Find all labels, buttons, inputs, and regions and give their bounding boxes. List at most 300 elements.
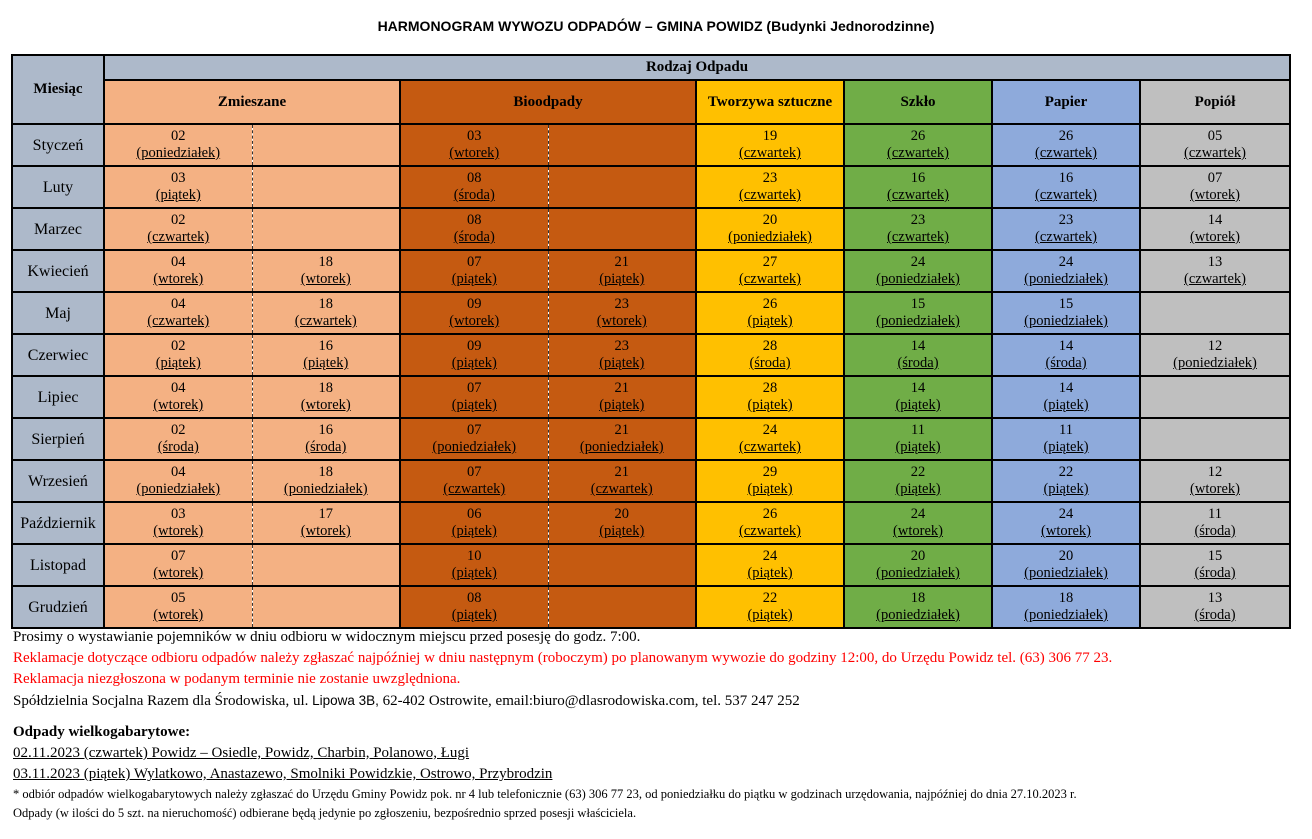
pickup-weekday: (czwartek) xyxy=(1184,145,1246,161)
pickup-cell-sz xyxy=(844,292,992,334)
pickup-weekday: (piątek) xyxy=(451,397,497,413)
pickup-weekday: (piątek) xyxy=(895,481,941,497)
pickup-weekday: (czwartek) xyxy=(147,313,210,329)
pickup-weekday: (czwartek) xyxy=(739,271,801,287)
pickup-weekday: (piątek) xyxy=(895,439,941,455)
bulky-waste-section xyxy=(13,722,1303,823)
table-row xyxy=(12,586,1290,628)
pickup-cell-sz xyxy=(844,250,992,292)
note-contractor xyxy=(13,690,1303,712)
pickup-weekday: (piątek) xyxy=(1043,397,1089,413)
pickup-cell-tw xyxy=(696,502,844,544)
pickup-weekday: (poniedziałek) xyxy=(432,439,517,455)
month-header: Miesiąc xyxy=(12,55,104,124)
pickup-weekday: (piątek) xyxy=(451,565,497,581)
pickup-weekday: (piątek) xyxy=(895,397,941,413)
pickup-cell-zm2 xyxy=(252,376,400,418)
header-papier: Papier xyxy=(992,80,1140,124)
pickup-day: 26 xyxy=(762,296,778,312)
pickup-day: 21 xyxy=(614,464,629,480)
bulky-date-2: 03.11.2023 (piątek) Wylatkowo, Anastazewo, Smolniki Powidzkie, Ostrowo, Przybrodzin xyxy=(13,766,553,782)
pickup-weekday: (poniedziałek) xyxy=(1024,271,1108,287)
pickup-weekday: (środa) xyxy=(897,355,939,371)
pickup-weekday: (środa) xyxy=(305,439,347,455)
pickup-cell-sz xyxy=(844,544,992,586)
note-complaints-deadline: Reklamacja niezgłoszona w podanym terminie nie zostanie uwzględniona. xyxy=(13,671,461,687)
pickup-cell-bio2 xyxy=(548,166,696,208)
pickup-cell-sz xyxy=(844,418,992,460)
pickup-cell-bio1 xyxy=(400,166,548,208)
pickup-cell-bio2 xyxy=(548,586,696,628)
table-row xyxy=(12,208,1290,250)
pickup-cell-sz xyxy=(844,460,992,502)
pickup-weekday: (wtorek) xyxy=(300,271,351,287)
pickup-weekday: (poniedziałek) xyxy=(728,229,812,245)
month-cell: Styczeń xyxy=(12,124,104,166)
pickup-weekday: (piątek) xyxy=(599,523,645,539)
pickup-day: 24 xyxy=(762,422,778,438)
pickup-cell-bio1 xyxy=(400,418,548,460)
pickup-weekday: (piątek) xyxy=(1043,481,1089,497)
pickup-day: 13 xyxy=(1207,254,1223,270)
pickup-cell-bio1 xyxy=(400,124,548,166)
month-cell: Czerwiec xyxy=(12,334,104,376)
month-cell: Sierpień xyxy=(12,418,104,460)
pickup-weekday: (środa) xyxy=(157,439,199,455)
pickup-day: 05 xyxy=(1207,128,1223,144)
pickup-weekday: (wtorek) xyxy=(1190,229,1240,245)
pickup-weekday: (czwartek) xyxy=(739,523,801,539)
pickup-weekday: (czwartek) xyxy=(443,481,506,497)
pickup-day: 22 xyxy=(910,464,926,480)
pickup-day: 21 xyxy=(614,380,629,396)
pickup-day: 02 xyxy=(171,212,186,228)
pickup-cell-zm2 xyxy=(252,334,400,376)
table-row xyxy=(12,460,1290,502)
pickup-day: 07 xyxy=(467,254,482,270)
pickup-day: 14 xyxy=(1207,212,1223,228)
pickup-cell-zm1 xyxy=(104,334,252,376)
pickup-weekday: (wtorek) xyxy=(153,565,204,581)
pickup-cell-zm2 xyxy=(252,418,400,460)
pickup-day: 20 xyxy=(762,212,778,228)
pickup-day: 15 xyxy=(910,296,926,312)
pickup-weekday: (piątek) xyxy=(451,607,497,623)
pickup-day: 07 xyxy=(171,548,186,564)
pickup-day: 18 xyxy=(1058,590,1074,606)
header-tworzywa: Tworzywa sztuczne xyxy=(696,80,844,124)
pickup-day: 04 xyxy=(171,464,186,480)
pickup-cell-zm2 xyxy=(252,208,400,250)
pickup-weekday: (piątek) xyxy=(599,397,645,413)
pickup-cell-pa xyxy=(992,250,1140,292)
pickup-cell-po xyxy=(1140,292,1290,334)
pickup-cell-sz xyxy=(844,208,992,250)
pickup-cell-tw xyxy=(696,250,844,292)
pickup-cell-zm1 xyxy=(104,502,252,544)
pickup-day: 24 xyxy=(1058,506,1074,522)
pickup-day: 11 xyxy=(1059,422,1073,438)
pickup-cell-zm2 xyxy=(252,460,400,502)
pickup-weekday: (środa) xyxy=(1194,607,1236,623)
pickup-weekday: (wtorek) xyxy=(1190,481,1240,497)
pickup-cell-sz xyxy=(844,502,992,544)
pickup-weekday: (środa) xyxy=(749,355,791,371)
pickup-cell-po xyxy=(1140,250,1290,292)
pickup-cell-zm1 xyxy=(104,208,252,250)
pickup-day: 07 xyxy=(467,422,482,438)
pickup-day: 10 xyxy=(467,548,482,564)
note-complaints: Reklamacje dotyczące odbioru odpadów należy zgłaszać najpóźniej w dniu następnym (roboczym) po planowanym wywozie do godziny 12:00, do Urzędu Powidz tel. (63) 306 77 23. xyxy=(13,650,1113,666)
pickup-cell-zm2 xyxy=(252,124,400,166)
pickup-cell-pa xyxy=(992,166,1140,208)
pickup-cell-pa xyxy=(992,376,1140,418)
pickup-day: 24 xyxy=(910,506,926,522)
pickup-cell-pa xyxy=(992,544,1140,586)
table-row xyxy=(12,418,1290,460)
header-bioodpady: Bioodpady xyxy=(400,80,696,124)
pickup-weekday: (czwartek) xyxy=(887,187,949,203)
pickup-cell-po xyxy=(1140,376,1290,418)
pickup-weekday: (poniedziałek) xyxy=(876,271,960,287)
month-cell: Grudzień xyxy=(12,586,104,628)
page-title: HARMONOGRAM WYWOZU ODPADÓW – GMINA POWIDZ (Budynki Jednorodzinne) xyxy=(377,18,935,34)
pickup-day: 09 xyxy=(467,296,482,312)
pickup-day: 23 xyxy=(762,170,778,186)
pickup-weekday: (czwartek) xyxy=(590,481,653,497)
pickup-weekday: (wtorek) xyxy=(596,313,647,329)
pickup-cell-bio1 xyxy=(400,208,548,250)
pickup-cell-po xyxy=(1140,460,1290,502)
pickup-weekday: (piątek) xyxy=(155,355,201,371)
pickup-weekday: (piątek) xyxy=(747,565,793,581)
pickup-weekday: (czwartek) xyxy=(739,145,801,161)
pickup-day: 07 xyxy=(467,464,482,480)
pickup-day: 16 xyxy=(910,170,926,186)
pickup-day: 06 xyxy=(467,506,482,522)
pickup-weekday: (piątek) xyxy=(303,355,349,371)
pickup-weekday: (poniedziałek) xyxy=(876,607,960,623)
pickup-weekday: (wtorek) xyxy=(153,607,204,623)
pickup-day: 05 xyxy=(171,590,186,606)
pickup-cell-zm2 xyxy=(252,166,400,208)
pickup-cell-sz xyxy=(844,166,992,208)
pickup-day: 23 xyxy=(614,296,629,312)
pickup-weekday: (środa) xyxy=(1194,565,1236,581)
pickup-cell-po xyxy=(1140,418,1290,460)
pickup-cell-zm2 xyxy=(252,250,400,292)
pickup-cell-bio2 xyxy=(548,502,696,544)
pickup-day: 18 xyxy=(318,254,333,270)
waste-type-header: Rodzaj Odpadu xyxy=(104,55,1290,80)
month-cell: Październik xyxy=(12,502,104,544)
pickup-day: 14 xyxy=(1058,380,1074,396)
pickup-day: 09 xyxy=(467,338,482,354)
pickup-weekday: (środa) xyxy=(1045,355,1087,371)
pickup-day: 16 xyxy=(318,338,333,354)
table-row xyxy=(12,250,1290,292)
contractor-contact: 62-402 Ostrowite, email:biuro@dlasrodowiska.com, tel. 537 247 252 xyxy=(382,693,800,709)
pickup-day: 02 xyxy=(171,338,186,354)
month-cell: Maj xyxy=(12,292,104,334)
pickup-cell-pa xyxy=(992,208,1140,250)
pickup-day: 29 xyxy=(762,464,778,480)
pickup-weekday: (poniedziałek) xyxy=(136,481,221,497)
pickup-cell-zm2 xyxy=(252,586,400,628)
pickup-cell-zm1 xyxy=(104,124,252,166)
pickup-day: 23 xyxy=(910,212,926,228)
pickup-day: 02 xyxy=(171,128,186,144)
pickup-weekday: (czwartek) xyxy=(887,145,949,161)
pickup-cell-bio1 xyxy=(400,460,548,502)
pickup-cell-po xyxy=(1140,124,1290,166)
pickup-cell-tw xyxy=(696,208,844,250)
table-row xyxy=(12,334,1290,376)
pickup-day: 18 xyxy=(318,296,333,312)
pickup-day: 20 xyxy=(910,548,926,564)
pickup-day: 14 xyxy=(910,380,926,396)
pickup-cell-zm1 xyxy=(104,166,252,208)
pickup-cell-sz xyxy=(844,586,992,628)
pickup-weekday: (wtorek) xyxy=(1041,523,1091,539)
pickup-day: 23 xyxy=(614,338,629,354)
pickup-day: 17 xyxy=(318,506,333,522)
pickup-cell-po xyxy=(1140,586,1290,628)
pickup-cell-zm2 xyxy=(252,544,400,586)
pickup-weekday: (piątek) xyxy=(599,355,645,371)
pickup-cell-bio1 xyxy=(400,292,548,334)
pickup-weekday: (środa) xyxy=(1194,523,1236,539)
pickup-day: 23 xyxy=(1058,212,1074,228)
pickup-weekday: (poniedziałek) xyxy=(1024,565,1108,581)
pickup-cell-bio1 xyxy=(400,334,548,376)
pickup-weekday: (czwartek) xyxy=(294,313,357,329)
pickup-weekday: (poniedziałek) xyxy=(876,313,960,329)
pickup-cell-pa xyxy=(992,418,1140,460)
pickup-weekday: (piątek) xyxy=(451,355,497,371)
pickup-day: 24 xyxy=(762,548,778,564)
header-popiol: Popiół xyxy=(1140,80,1290,124)
pickup-weekday: (czwartek) xyxy=(739,187,801,203)
pickup-weekday: (czwartek) xyxy=(1035,187,1097,203)
pickup-cell-zm1 xyxy=(104,586,252,628)
pickup-weekday: (czwartek) xyxy=(739,439,801,455)
pickup-day: 26 xyxy=(910,128,926,144)
pickup-cell-tw xyxy=(696,334,844,376)
pickup-cell-bio1 xyxy=(400,376,548,418)
pickup-day: 16 xyxy=(1058,170,1074,186)
pickup-day: 28 xyxy=(762,380,778,396)
pickup-weekday: (poniedziałek) xyxy=(579,439,664,455)
pickup-weekday: (poniedziałek) xyxy=(876,565,960,581)
pickup-cell-po xyxy=(1140,502,1290,544)
pickup-weekday: (piątek) xyxy=(747,481,793,497)
pickup-weekday: (czwartek) xyxy=(887,229,949,245)
pickup-cell-bio1 xyxy=(400,502,548,544)
pickup-weekday: (wtorek) xyxy=(300,523,351,539)
pickup-cell-zm1 xyxy=(104,418,252,460)
pickup-weekday: (piątek) xyxy=(1043,439,1089,455)
notes-section xyxy=(13,627,1303,712)
contractor-street: Lipowa 3B, xyxy=(312,693,379,708)
month-cell: Kwiecień xyxy=(12,250,104,292)
pickup-day: 04 xyxy=(171,296,186,312)
contractor-name: Spółdzielnia Socjalna Razem dla Środowiska, ul. xyxy=(13,693,309,709)
pickup-weekday: (piątek) xyxy=(747,397,793,413)
pickup-cell-zm2 xyxy=(252,502,400,544)
pickup-day: 15 xyxy=(1207,548,1223,564)
pickup-weekday: (wtorek) xyxy=(449,145,500,161)
pickup-cell-po xyxy=(1140,544,1290,586)
pickup-day: 26 xyxy=(762,506,778,522)
header-zmieszane: Zmieszane xyxy=(104,80,400,124)
pickup-day: 04 xyxy=(171,254,186,270)
pickup-cell-tw xyxy=(696,376,844,418)
pickup-cell-bio2 xyxy=(548,250,696,292)
pickup-cell-zm1 xyxy=(104,376,252,418)
pickup-cell-pa xyxy=(992,586,1140,628)
pickup-day: 15 xyxy=(1058,296,1074,312)
pickup-cell-po xyxy=(1140,166,1290,208)
pickup-cell-tw xyxy=(696,418,844,460)
pickup-weekday: (wtorek) xyxy=(449,313,500,329)
pickup-weekday: (poniedziałek) xyxy=(283,481,368,497)
pickup-cell-bio2 xyxy=(548,376,696,418)
pickup-cell-bio2 xyxy=(548,544,696,586)
pickup-weekday: (piątek) xyxy=(155,187,201,203)
pickup-day: 04 xyxy=(171,380,186,396)
pickup-day: 13 xyxy=(1207,590,1223,606)
pickup-cell-tw xyxy=(696,292,844,334)
pickup-cell-bio2 xyxy=(548,124,696,166)
pickup-day: 07 xyxy=(467,380,482,396)
pickup-cell-zm1 xyxy=(104,544,252,586)
pickup-cell-zm1 xyxy=(104,250,252,292)
pickup-weekday: (wtorek) xyxy=(153,397,204,413)
pickup-cell-sz xyxy=(844,376,992,418)
pickup-weekday: (czwartek) xyxy=(1035,229,1097,245)
note-containers: Prosimy o wystawianie pojemników w dniu odbioru w widocznym miejscu przed posesję do godz. 7:00. xyxy=(13,629,641,645)
pickup-day: 08 xyxy=(467,212,482,228)
pickup-cell-tw xyxy=(696,124,844,166)
pickup-weekday: (czwartek) xyxy=(1035,145,1097,161)
pickup-weekday: (wtorek) xyxy=(300,397,351,413)
table-row xyxy=(12,544,1290,586)
pickup-cell-pa xyxy=(992,502,1140,544)
pickup-cell-sz xyxy=(844,334,992,376)
pickup-cell-tw xyxy=(696,586,844,628)
pickup-cell-tw xyxy=(696,544,844,586)
pickup-cell-tw xyxy=(696,460,844,502)
pickup-day: 24 xyxy=(910,254,926,270)
pickup-day: 03 xyxy=(171,170,186,186)
pickup-weekday: (piątek) xyxy=(451,523,497,539)
pickup-day: 08 xyxy=(467,590,482,606)
pickup-day: 19 xyxy=(762,128,778,144)
pickup-cell-po xyxy=(1140,208,1290,250)
pickup-day: 07 xyxy=(1207,170,1223,186)
pickup-weekday: (poniedziałek) xyxy=(1024,607,1108,623)
pickup-weekday: (piątek) xyxy=(747,607,793,623)
schedule-table xyxy=(11,54,1291,629)
pickup-weekday: (poniedziałek) xyxy=(1173,355,1257,371)
pickup-cell-sz xyxy=(844,124,992,166)
pickup-weekday: (piątek) xyxy=(747,313,793,329)
pickup-day: 03 xyxy=(171,506,186,522)
pickup-cell-bio2 xyxy=(548,292,696,334)
pickup-day: 26 xyxy=(1058,128,1074,144)
pickup-cell-bio1 xyxy=(400,250,548,292)
pickup-weekday: (wtorek) xyxy=(893,523,943,539)
table-row xyxy=(12,124,1290,166)
pickup-cell-bio2 xyxy=(548,334,696,376)
pickup-cell-zm2 xyxy=(252,292,400,334)
pickup-cell-bio1 xyxy=(400,544,548,586)
pickup-day: 24 xyxy=(1058,254,1074,270)
pickup-cell-tw xyxy=(696,166,844,208)
pickup-day: 11 xyxy=(1208,506,1222,522)
pickup-day: 12 xyxy=(1207,338,1223,354)
pickup-day: 18 xyxy=(318,380,333,396)
pickup-cell-bio1 xyxy=(400,586,548,628)
bulky-date-1: 02.11.2023 (czwartek) Powidz – Osiedle, Powidz, Charbin, Polanowo, Ługi xyxy=(13,745,470,761)
pickup-cell-pa xyxy=(992,460,1140,502)
pickup-cell-zm1 xyxy=(104,292,252,334)
pickup-day: 14 xyxy=(910,338,926,354)
pickup-cell-zm1 xyxy=(104,460,252,502)
pickup-day: 12 xyxy=(1207,464,1223,480)
month-cell: Lipiec xyxy=(12,376,104,418)
table-row xyxy=(12,376,1290,418)
pickup-day: 03 xyxy=(467,128,482,144)
pickup-day: 14 xyxy=(1058,338,1074,354)
pickup-weekday: (wtorek) xyxy=(153,523,204,539)
bulky-footnote-1: * odbiór odpadów wielkogabarytowych należy zgłaszać do Urzędu Gminy Powidz pok. nr 4 lub telefonicznie (63) 306 77 23, od poniedziałku do piątku w godzinach urzędowania, najpóźniej do dnia 27.10.2023 r. xyxy=(13,787,1077,801)
pickup-day: 22 xyxy=(762,590,778,606)
pickup-day: 16 xyxy=(318,422,333,438)
pickup-weekday: (poniedziałek) xyxy=(136,145,221,161)
pickup-day: 08 xyxy=(467,170,482,186)
month-cell: Marzec xyxy=(12,208,104,250)
table-row xyxy=(12,292,1290,334)
pickup-cell-po xyxy=(1140,334,1290,376)
pickup-cell-bio2 xyxy=(548,460,696,502)
pickup-day: 18 xyxy=(318,464,333,480)
bulky-footnote-2: Odpady (w ilości do 5 szt. na nieruchomość) odbierane będą jedynie po zgłoszeniu, bezpośrednio sprzed posesji właściciela. xyxy=(13,806,637,820)
pickup-cell-pa xyxy=(992,334,1140,376)
pickup-day: 02 xyxy=(171,422,186,438)
pickup-weekday: (środa) xyxy=(453,187,495,203)
pickup-cell-pa xyxy=(992,292,1140,334)
pickup-weekday: (wtorek) xyxy=(153,271,204,287)
pickup-day: 11 xyxy=(911,422,925,438)
month-cell: Luty xyxy=(12,166,104,208)
pickup-weekday: (czwartek) xyxy=(147,229,210,245)
month-cell: Wrzesień xyxy=(12,460,104,502)
pickup-day: 27 xyxy=(762,254,778,270)
pickup-day: 20 xyxy=(1058,548,1074,564)
pickup-day: 21 xyxy=(614,422,629,438)
pickup-weekday: (piątek) xyxy=(451,271,497,287)
pickup-day: 20 xyxy=(614,506,629,522)
pickup-weekday: (poniedziałek) xyxy=(1024,313,1108,329)
pickup-cell-pa xyxy=(992,124,1140,166)
table-row xyxy=(12,502,1290,544)
pickup-weekday: (środa) xyxy=(453,229,495,245)
header-szklo: Szkło xyxy=(844,80,992,124)
pickup-day: 18 xyxy=(910,590,926,606)
month-cell: Listopad xyxy=(12,544,104,586)
